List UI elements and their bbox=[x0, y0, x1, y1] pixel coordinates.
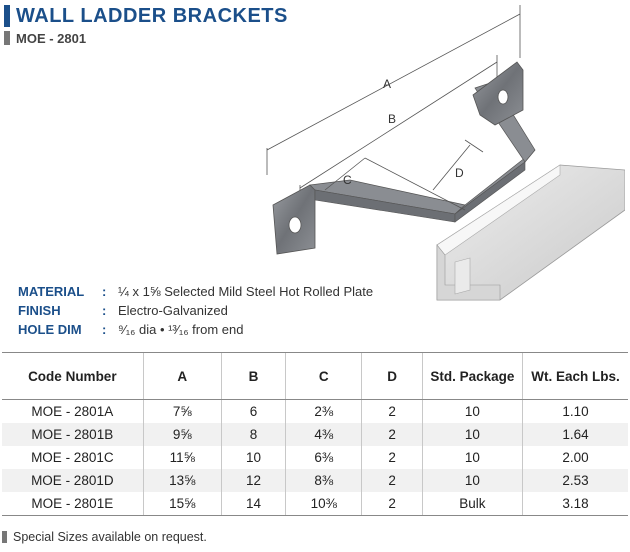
header-weight: Wt. Each Lbs. bbox=[523, 353, 628, 400]
footer bbox=[2, 528, 207, 546]
cell-a: 15⅝ bbox=[143, 492, 221, 516]
header-b: B bbox=[221, 353, 285, 400]
dimension-label-a: A bbox=[383, 77, 392, 91]
title-row bbox=[4, 3, 288, 29]
cell-c: 10⅜ bbox=[286, 492, 362, 516]
cell-b: 8 bbox=[221, 423, 285, 446]
header-a: A bbox=[143, 353, 221, 400]
cell-b: 6 bbox=[221, 400, 285, 424]
spec-label: FINISH bbox=[18, 303, 61, 318]
page-title: WALL LADDER BRACKETS bbox=[16, 4, 288, 27]
cell-c: 4⅜ bbox=[286, 423, 362, 446]
cell-a: 9⅝ bbox=[143, 423, 221, 446]
header-c: C bbox=[286, 353, 362, 400]
specs-block bbox=[18, 282, 373, 339]
header-d: D bbox=[362, 353, 422, 400]
model-number: MOE - 2801 bbox=[16, 30, 87, 46]
cell-weight: 1.64 bbox=[523, 423, 628, 446]
cell-weight: 1.10 bbox=[523, 400, 628, 424]
dimension-label-c: C bbox=[343, 173, 352, 187]
cell-code: MOE - 2801C bbox=[31, 450, 114, 465]
cell-weight: 2.53 bbox=[523, 469, 628, 492]
cell-d: 2 bbox=[362, 446, 422, 469]
table-header-row bbox=[2, 353, 628, 400]
cell-c: 8⅜ bbox=[286, 469, 362, 492]
footer-note: Special Sizes available on request. bbox=[13, 530, 207, 544]
subtitle-row bbox=[4, 29, 86, 47]
bracket-drawing bbox=[255, 0, 625, 310]
cell-b: 14 bbox=[221, 492, 285, 516]
cell-b: 10 bbox=[221, 446, 285, 469]
cell-d: 2 bbox=[362, 400, 422, 424]
dimension-b bbox=[300, 55, 497, 200]
product-table bbox=[2, 352, 628, 516]
spec-finish: FINISH : Electro-Galvanized bbox=[18, 303, 228, 318]
dimension-label-d: D bbox=[455, 166, 464, 180]
cell-weight: 2.00 bbox=[523, 446, 628, 469]
cell-code: MOE - 2801D bbox=[2, 469, 143, 492]
spec-hole-dim: HOLE DIM : ⁹⁄₁₆ dia • ¹³⁄₁₆ from end bbox=[18, 322, 244, 337]
subtitle-accent-bar bbox=[4, 31, 10, 45]
table-row bbox=[2, 423, 628, 446]
product-table-wrap bbox=[0, 352, 630, 516]
dimension-label-b: B bbox=[388, 112, 397, 126]
cell-package: Bulk bbox=[422, 492, 522, 516]
table-row bbox=[2, 400, 628, 424]
cell-d: 2 bbox=[362, 423, 422, 446]
cell-weight: 3.18 bbox=[523, 492, 628, 516]
table-row bbox=[2, 469, 628, 492]
spec-label: MATERIAL bbox=[18, 284, 85, 299]
cell-a: 13⅝ bbox=[143, 469, 221, 492]
header-code-number: Code Number bbox=[2, 353, 143, 400]
cell-a: 11⅝ bbox=[143, 446, 221, 469]
cell-d: 2 bbox=[362, 492, 422, 516]
ladder-rail bbox=[437, 165, 625, 300]
spec-value: ⁹⁄₁₆ dia • ¹³⁄₁₆ from end bbox=[118, 322, 244, 337]
spec-value: ¼ x 1⅝ Selected Mild Steel Hot Rolled Plate bbox=[118, 284, 374, 299]
cell-code: MOE - 2801E bbox=[2, 492, 143, 516]
dimension-d bbox=[433, 140, 483, 190]
cell-b: 12 bbox=[221, 469, 285, 492]
cell-a: 7⅝ bbox=[143, 400, 221, 424]
cell-code: MOE - 2801B bbox=[2, 423, 143, 446]
spec-material: MATERIAL : ¼ x 1⅝ Selected Mild Steel Hot Rolled Plate bbox=[18, 284, 374, 299]
footer-accent-bar bbox=[2, 531, 7, 543]
cell-d: 2 bbox=[362, 469, 422, 492]
cell-c: 2⅜ bbox=[286, 400, 362, 424]
cell-package: 10 bbox=[422, 446, 522, 469]
header-std-package: Std. Package bbox=[422, 353, 522, 400]
table-row bbox=[2, 446, 628, 469]
spec-value: Electro-Galvanized bbox=[118, 303, 228, 318]
spec-label: HOLE DIM bbox=[18, 322, 82, 337]
cell-package: 10 bbox=[422, 400, 522, 424]
title-accent-bar bbox=[4, 5, 10, 27]
cell-code: MOE - 2801A bbox=[31, 404, 114, 419]
cell-c: 6⅜ bbox=[286, 446, 362, 469]
cell-package: 10 bbox=[422, 423, 522, 446]
table-row bbox=[2, 492, 628, 516]
cell-package: 10 bbox=[422, 469, 522, 492]
